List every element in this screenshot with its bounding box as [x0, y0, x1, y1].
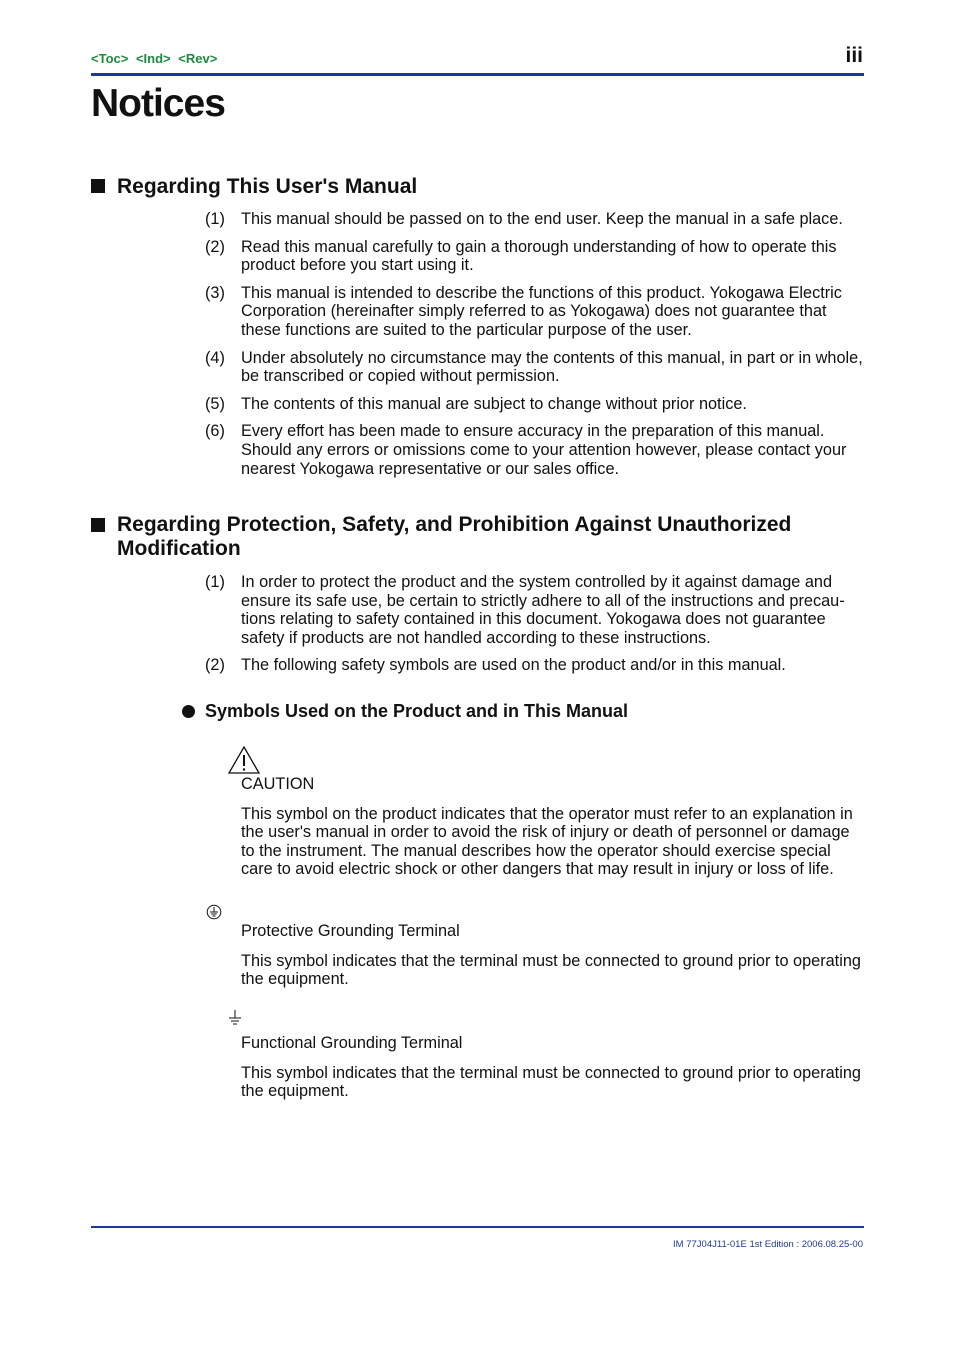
square-bullet-icon	[91, 518, 105, 532]
item-text: Under absolutely no circumstance may the contents of this manual, in part or in whole, be transcribed or copied without permission.	[241, 348, 863, 386]
protective-ground-label: Protective Grounding Terminal	[241, 922, 460, 940]
toc-link[interactable]: <Toc>	[91, 51, 129, 66]
item-number: (2)	[205, 656, 225, 675]
item-number: (5)	[205, 394, 225, 413]
caution-label: CAUTION	[241, 775, 315, 793]
header-rule	[91, 73, 864, 76]
item-number: (4)	[205, 348, 225, 367]
protective-ground-block	[241, 922, 865, 989]
item-text: The contents of this manual are subject to change without prior notice.	[241, 394, 747, 413]
list-item	[205, 656, 865, 675]
page-number: iii	[845, 44, 863, 67]
item-number: (2)	[205, 237, 225, 256]
section-heading-text: Regarding This User's Manual	[117, 175, 418, 198]
item-text: Read this manual carefully to gain a thorough understanding of how to operate this product before you start using it.	[241, 237, 837, 275]
symbols-heading	[182, 701, 628, 722]
list-item	[205, 210, 865, 229]
functional-ground-description: This symbol indicates that the terminal must be connected to ground prior to operating the equipment.	[241, 1063, 861, 1101]
index-link[interactable]: <Ind>	[135, 51, 171, 66]
manual-notice-list	[205, 210, 865, 487]
item-number: (1)	[205, 573, 225, 591]
symbols-heading-text: Symbols Used on the Product and in This Manual	[205, 701, 629, 721]
caution-description: This symbol on the product indicates that the operator must refer to an explanation in the user's manual in order to avoid the risk of injury or death of personnel or damage to the instrument. The manual describes how the operator should exercise special care to avoid electric shock or other dangers that may result in injury or loss of life.	[241, 804, 853, 879]
functional-ground-block	[241, 1034, 865, 1101]
item-number: (6)	[205, 422, 225, 441]
caution-block	[241, 775, 865, 879]
functional-ground-icon	[227, 1009, 243, 1027]
circle-bullet-icon	[182, 705, 195, 718]
revision-link[interactable]: <Rev>	[178, 51, 218, 66]
footer-rule	[91, 1226, 864, 1228]
list-item	[205, 284, 865, 340]
section-heading-text: Regarding Protection, Safety, and Prohibition Against Unauthorized Modification	[117, 513, 792, 560]
item-text: The following safety symbols are used on the product and/or in this manual.	[241, 656, 786, 675]
protective-ground-description: This symbol indicates that the terminal must be connected to ground prior to operating the equipment.	[241, 951, 861, 989]
item-text: In order to protect the product and the system controlled by it against damage and ensure its safe use, be certain to strictly adhere to all of the instructions and precau-tions relating to safety contained in this document. Yokogawa does not guarantee safety if products are not handled according to these instructions.	[241, 573, 845, 647]
functional-ground-label: Functional Grounding Terminal	[241, 1034, 463, 1052]
item-text: Every effort has been made to ensure accuracy in the preparation of this manual. Should any errors or omissions come to your attention however, please contact your nearest Yokogawa representative or our sales office.	[241, 422, 847, 478]
list-item	[205, 573, 865, 647]
list-item	[205, 395, 865, 414]
item-number: (3)	[205, 283, 225, 302]
item-number: (1)	[205, 210, 225, 228]
protection-notice-list	[205, 573, 865, 684]
protective-ground-icon	[206, 904, 222, 920]
square-bullet-icon	[91, 179, 105, 193]
warning-triangle-icon	[227, 745, 261, 775]
page-title: Notices	[91, 82, 225, 125]
section-heading-protection	[91, 513, 857, 561]
list-item	[205, 238, 865, 275]
item-text: This manual should be passed on to the end user. Keep the manual in a safe place.	[241, 210, 843, 228]
footer-doc-id: IM 77J04J11-01E 1st Edition : 2006.08.25-00	[673, 1239, 863, 1250]
list-item	[205, 422, 865, 478]
header-nav	[91, 51, 221, 66]
list-item	[205, 349, 865, 386]
section-heading-manual	[91, 175, 417, 199]
item-text: This manual is intended to describe the functions of this product. Yokogawa Electric Corporation (hereinafter simply referred to as Yokogawa) does not guarantee that these functions are suited to the particular purpose of the user.	[241, 283, 842, 339]
